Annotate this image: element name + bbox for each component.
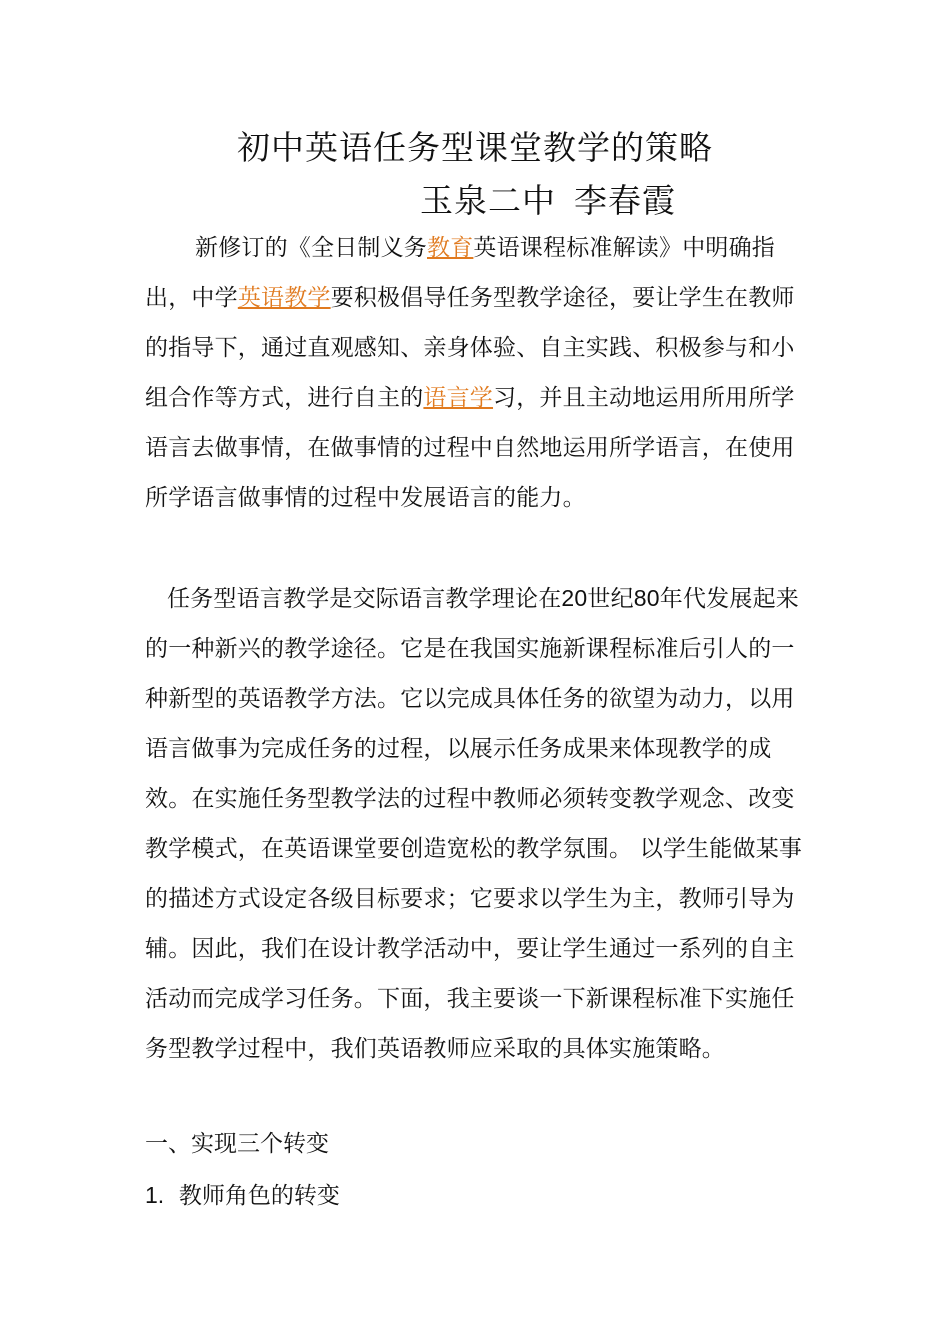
paragraph-text: 要积极倡导任务型教学途径，要让学生在教师的指导下，通过直观感知、亲身体验、自主实践、积极参与和小组合作等方式，进行自主的 bbox=[145, 285, 795, 411]
section-heading: 一、实现三个转变 bbox=[145, 1131, 329, 1157]
paragraph-intro bbox=[145, 223, 810, 523]
paragraph-text: 新修订的《全日制义务 bbox=[195, 235, 427, 261]
paragraph-text: 英语课程标准解读》中明确指出，中学 bbox=[145, 235, 776, 311]
year-number: 20 bbox=[561, 585, 588, 611]
paragraph-task-based bbox=[145, 573, 810, 1074]
linguistics-link[interactable]: 语言学 bbox=[423, 385, 494, 411]
paragraph-text: 习，并且主动地运用所用所学语言去做事情，在做事情的过程中自然地运用所学语言，在使用所学语言做事情的过程中发展语言的能力。 bbox=[145, 385, 795, 511]
paragraph-text: 任务型语言教学是交际语言教学理论在 bbox=[167, 586, 562, 612]
author-line bbox=[420, 181, 740, 221]
education-link[interactable]: 教育 bbox=[427, 235, 474, 261]
english-teaching-link[interactable]: 英语教学 bbox=[237, 285, 331, 311]
paragraph-text: 世纪 bbox=[587, 586, 634, 612]
decade-number: 80 bbox=[633, 585, 660, 611]
author-name: 李春霞 bbox=[574, 181, 676, 220]
paragraph-text: 年代发展起来的一种新兴的教学途径。它是在我国实施新课程标准后引人的一种新型的英语教学方法。它以完成具体任务的欲望为动力，以用语言做事为完成任务的过程，以展示任务成果来体现教学的成效。在实施任务型教学法的过程中教师必须转变教学观念、改变教学模式，在英语课堂要创造宽松的教学氛围。 以学生能做某事的描述方式设定各级目标要求；它要求以学生为主，教师引导为辅。因此，我们在设计教学活动中，要让学生通过一系列的自主活动而完成学习任务。下面，我主要谈一下新课程标准下实施任务型教学过程中，我们英语教师应采取的具体实施策略。 bbox=[145, 586, 803, 1062]
author-school: 玉泉二中 bbox=[420, 181, 556, 220]
sub-heading-text: 教师角色的转变 bbox=[178, 1183, 340, 1209]
sub-heading-number: 1. bbox=[145, 1182, 165, 1208]
sub-heading bbox=[145, 1175, 340, 1216]
document-title: 初中英语任务型课堂教学的策略 bbox=[237, 128, 713, 167]
